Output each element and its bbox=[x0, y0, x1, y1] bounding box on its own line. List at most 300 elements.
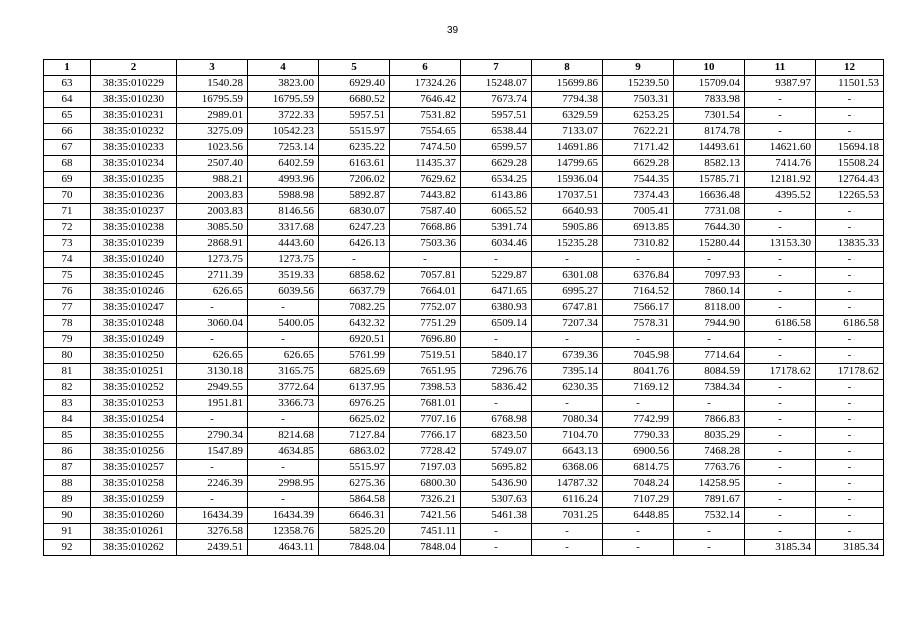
table-cell: - bbox=[816, 396, 884, 412]
table-cell: - bbox=[816, 524, 884, 540]
table-cell: 6509.14 bbox=[461, 316, 532, 332]
table-cell: 82 bbox=[44, 380, 91, 396]
table-cell: 7206.02 bbox=[319, 172, 390, 188]
table-cell: - bbox=[603, 524, 674, 540]
table-cell: 6814.75 bbox=[603, 460, 674, 476]
table-cell: 6920.51 bbox=[319, 332, 390, 348]
column-header: 3 bbox=[177, 60, 248, 76]
table-cell: - bbox=[816, 476, 884, 492]
table-cell: 66 bbox=[44, 124, 91, 140]
table-row bbox=[44, 156, 884, 172]
table-cell: 14787.32 bbox=[532, 476, 603, 492]
table-cell: 7197.03 bbox=[390, 460, 461, 476]
table-cell: - bbox=[816, 460, 884, 476]
table-cell: - bbox=[816, 124, 884, 140]
table-cell: 6995.27 bbox=[532, 284, 603, 300]
table-cell: 75 bbox=[44, 268, 91, 284]
table-cell: 7651.95 bbox=[390, 364, 461, 380]
table-cell: - bbox=[674, 252, 745, 268]
table-cell: 38:35:010248 bbox=[91, 316, 177, 332]
table-cell: 69 bbox=[44, 172, 91, 188]
column-header: 7 bbox=[461, 60, 532, 76]
table-cell: - bbox=[177, 460, 248, 476]
table-cell: 38:35:010251 bbox=[91, 364, 177, 380]
table-cell: 38:35:010238 bbox=[91, 220, 177, 236]
data-table bbox=[43, 59, 884, 556]
table-cell: 83 bbox=[44, 396, 91, 412]
table-cell: - bbox=[177, 300, 248, 316]
table-cell: - bbox=[745, 380, 816, 396]
table-cell: 3823.00 bbox=[248, 76, 319, 92]
table-row bbox=[44, 316, 884, 332]
table-cell: - bbox=[248, 492, 319, 508]
table-cell: 3366.73 bbox=[248, 396, 319, 412]
table-cell: 5515.97 bbox=[319, 124, 390, 140]
table-row bbox=[44, 284, 884, 300]
table-cell: 38:35:010240 bbox=[91, 252, 177, 268]
table-cell: 2003.83 bbox=[177, 204, 248, 220]
table-cell: 6825.69 bbox=[319, 364, 390, 380]
table-row bbox=[44, 460, 884, 476]
table-cell: - bbox=[603, 396, 674, 412]
table-cell: 7207.34 bbox=[532, 316, 603, 332]
table-cell: 17178.62 bbox=[816, 364, 884, 380]
table-cell: 15785.71 bbox=[674, 172, 745, 188]
table-cell: 7681.01 bbox=[390, 396, 461, 412]
table-cell: 6034.46 bbox=[461, 236, 532, 252]
table-cell: 8041.76 bbox=[603, 364, 674, 380]
table-cell: 14621.60 bbox=[745, 140, 816, 156]
table-cell: 7833.98 bbox=[674, 92, 745, 108]
table-cell: 988.21 bbox=[177, 172, 248, 188]
table-cell: - bbox=[816, 204, 884, 220]
table-cell: 7080.34 bbox=[532, 412, 603, 428]
table-cell: 6471.65 bbox=[461, 284, 532, 300]
table-cell: - bbox=[816, 92, 884, 108]
table-cell: - bbox=[745, 476, 816, 492]
table-cell: 38:35:010237 bbox=[91, 204, 177, 220]
table-cell: 5229.87 bbox=[461, 268, 532, 284]
table-cell: 3185.34 bbox=[816, 540, 884, 556]
table-cell: 7296.76 bbox=[461, 364, 532, 380]
table-cell: 38:35:010253 bbox=[91, 396, 177, 412]
table-cell: 5957.51 bbox=[319, 108, 390, 124]
table-cell: 11435.37 bbox=[390, 156, 461, 172]
table-cell: 3722.33 bbox=[248, 108, 319, 124]
table-cell: - bbox=[532, 252, 603, 268]
table-cell: 80 bbox=[44, 348, 91, 364]
table-cell: 38:35:010260 bbox=[91, 508, 177, 524]
table-row bbox=[44, 300, 884, 316]
table-cell: 5307.63 bbox=[461, 492, 532, 508]
table-cell: 1547.89 bbox=[177, 444, 248, 460]
table-cell: - bbox=[177, 492, 248, 508]
table-row bbox=[44, 444, 884, 460]
table-cell: 38:35:010230 bbox=[91, 92, 177, 108]
table-cell: 14691.86 bbox=[532, 140, 603, 156]
table-cell: 84 bbox=[44, 412, 91, 428]
table-cell: 38:35:010258 bbox=[91, 476, 177, 492]
table-cell: 38:35:010262 bbox=[91, 540, 177, 556]
table-cell: 5695.82 bbox=[461, 460, 532, 476]
table-cell: - bbox=[745, 524, 816, 540]
table-cell: 5515.97 bbox=[319, 460, 390, 476]
table-cell: 7310.82 bbox=[603, 236, 674, 252]
table-cell: 6253.25 bbox=[603, 108, 674, 124]
table-cell: 38:35:010245 bbox=[91, 268, 177, 284]
table-cell: 38:35:010231 bbox=[91, 108, 177, 124]
table-cell: 7707.16 bbox=[390, 412, 461, 428]
table-cell: 10542.23 bbox=[248, 124, 319, 140]
table-cell: 3165.75 bbox=[248, 364, 319, 380]
table-row bbox=[44, 124, 884, 140]
table-row bbox=[44, 236, 884, 252]
table-cell: 7751.29 bbox=[390, 316, 461, 332]
table-cell: 7104.70 bbox=[532, 428, 603, 444]
table-cell: 12764.43 bbox=[816, 172, 884, 188]
table-row bbox=[44, 412, 884, 428]
table-cell: - bbox=[816, 220, 884, 236]
table-cell: 15694.18 bbox=[816, 140, 884, 156]
table-cell: 5840.17 bbox=[461, 348, 532, 364]
table-cell: - bbox=[745, 204, 816, 220]
table-cell: 5825.20 bbox=[319, 524, 390, 540]
table-cell: 6230.35 bbox=[532, 380, 603, 396]
table-cell: 7664.01 bbox=[390, 284, 461, 300]
table-cell: 7728.42 bbox=[390, 444, 461, 460]
table-cell: 7421.56 bbox=[390, 508, 461, 524]
table-cell: 6640.93 bbox=[532, 204, 603, 220]
table-cell: - bbox=[745, 412, 816, 428]
column-header: 2 bbox=[91, 60, 177, 76]
table-cell: 17324.26 bbox=[390, 76, 461, 92]
table-cell: 7742.99 bbox=[603, 412, 674, 428]
table-cell: - bbox=[816, 492, 884, 508]
table-cell: 7790.33 bbox=[603, 428, 674, 444]
table-cell: 7253.14 bbox=[248, 140, 319, 156]
table-cell: 6137.95 bbox=[319, 380, 390, 396]
table-cell: 7057.81 bbox=[390, 268, 461, 284]
table-cell: 15280.44 bbox=[674, 236, 745, 252]
table-row bbox=[44, 380, 884, 396]
table-cell: - bbox=[603, 540, 674, 556]
table-cell: 6863.02 bbox=[319, 444, 390, 460]
table-cell: 15936.04 bbox=[532, 172, 603, 188]
table-cell: - bbox=[745, 108, 816, 124]
table-row bbox=[44, 332, 884, 348]
table-cell: 38:35:010235 bbox=[91, 172, 177, 188]
table-row bbox=[44, 220, 884, 236]
table-cell: 5988.98 bbox=[248, 188, 319, 204]
table-cell: 2246.39 bbox=[177, 476, 248, 492]
table-row bbox=[44, 140, 884, 156]
table-cell: 6800.30 bbox=[390, 476, 461, 492]
table-cell: 7164.52 bbox=[603, 284, 674, 300]
table-cell: - bbox=[816, 332, 884, 348]
page-number: 39 bbox=[446, 25, 459, 36]
table-cell: 7752.07 bbox=[390, 300, 461, 316]
table-cell: 6116.24 bbox=[532, 492, 603, 508]
table-cell: 11501.53 bbox=[816, 76, 884, 92]
table-cell: 63 bbox=[44, 76, 91, 92]
table-cell: 7673.74 bbox=[461, 92, 532, 108]
table-cell: 64 bbox=[44, 92, 91, 108]
column-header: 12 bbox=[816, 60, 884, 76]
table-cell: 38:35:010254 bbox=[91, 412, 177, 428]
table-cell: 67 bbox=[44, 140, 91, 156]
table-cell: 4395.52 bbox=[745, 188, 816, 204]
table-cell: - bbox=[674, 332, 745, 348]
table-cell: 70 bbox=[44, 188, 91, 204]
table-cell: 2790.34 bbox=[177, 428, 248, 444]
table-cell: 7384.34 bbox=[674, 380, 745, 396]
table-cell: 15248.07 bbox=[461, 76, 532, 92]
table-cell: - bbox=[674, 540, 745, 556]
table-cell: 13835.33 bbox=[816, 236, 884, 252]
table-cell: 7097.93 bbox=[674, 268, 745, 284]
table-cell: 7848.04 bbox=[319, 540, 390, 556]
table-cell: 4643.11 bbox=[248, 540, 319, 556]
table-cell: 73 bbox=[44, 236, 91, 252]
table-cell: 6643.13 bbox=[532, 444, 603, 460]
table-cell: 626.65 bbox=[248, 348, 319, 364]
table-cell: 38:35:010246 bbox=[91, 284, 177, 300]
table-cell: 6625.02 bbox=[319, 412, 390, 428]
table-cell: 65 bbox=[44, 108, 91, 124]
table-cell: 6739.36 bbox=[532, 348, 603, 364]
table-row bbox=[44, 492, 884, 508]
table-cell: 38:35:010255 bbox=[91, 428, 177, 444]
table-cell: 7554.65 bbox=[390, 124, 461, 140]
table-cell: - bbox=[816, 444, 884, 460]
table-cell: - bbox=[248, 460, 319, 476]
table-cell: 15239.50 bbox=[603, 76, 674, 92]
table-cell: 5836.42 bbox=[461, 380, 532, 396]
table-cell: 79 bbox=[44, 332, 91, 348]
table-cell: - bbox=[532, 396, 603, 412]
table-row bbox=[44, 364, 884, 380]
table-cell: 15699.86 bbox=[532, 76, 603, 92]
table-cell: 8214.68 bbox=[248, 428, 319, 444]
table-cell: 6039.56 bbox=[248, 284, 319, 300]
table-cell: - bbox=[177, 332, 248, 348]
table-cell: 4634.85 bbox=[248, 444, 319, 460]
table-cell: - bbox=[745, 268, 816, 284]
table-cell: 7468.28 bbox=[674, 444, 745, 460]
table-cell: 38:35:010252 bbox=[91, 380, 177, 396]
table-cell: 7714.64 bbox=[674, 348, 745, 364]
table-cell: 1273.75 bbox=[177, 252, 248, 268]
table-cell: 1023.56 bbox=[177, 140, 248, 156]
table-cell: 6747.81 bbox=[532, 300, 603, 316]
table-row bbox=[44, 540, 884, 556]
table-cell: 5892.87 bbox=[319, 188, 390, 204]
table-cell: 6646.31 bbox=[319, 508, 390, 524]
table-cell: 6976.25 bbox=[319, 396, 390, 412]
table-cell: 3275.09 bbox=[177, 124, 248, 140]
table-cell: 7451.11 bbox=[390, 524, 461, 540]
table-cell: 8582.13 bbox=[674, 156, 745, 172]
table-cell: - bbox=[745, 92, 816, 108]
table-cell: 7374.43 bbox=[603, 188, 674, 204]
table-cell: 6368.06 bbox=[532, 460, 603, 476]
table-cell: 12265.53 bbox=[816, 188, 884, 204]
table-cell: 7532.14 bbox=[674, 508, 745, 524]
table-cell: - bbox=[461, 524, 532, 540]
table-cell: 6929.40 bbox=[319, 76, 390, 92]
table-cell: 38:35:010250 bbox=[91, 348, 177, 364]
table-cell: 8035.29 bbox=[674, 428, 745, 444]
table-cell: - bbox=[461, 332, 532, 348]
table-cell: 6301.08 bbox=[532, 268, 603, 284]
table-cell: 7414.76 bbox=[745, 156, 816, 172]
table-cell: 81 bbox=[44, 364, 91, 380]
table-cell: 38:35:010232 bbox=[91, 124, 177, 140]
table-cell: 2711.39 bbox=[177, 268, 248, 284]
table-cell: - bbox=[745, 460, 816, 476]
table-cell: 12181.92 bbox=[745, 172, 816, 188]
table-row bbox=[44, 348, 884, 364]
table-cell: - bbox=[816, 348, 884, 364]
table-cell: - bbox=[816, 508, 884, 524]
table-cell: 8084.59 bbox=[674, 364, 745, 380]
table-cell: 38:35:010236 bbox=[91, 188, 177, 204]
table-cell: 15709.04 bbox=[674, 76, 745, 92]
table-cell: 7766.17 bbox=[390, 428, 461, 444]
table-cell: 92 bbox=[44, 540, 91, 556]
table-cell: - bbox=[461, 252, 532, 268]
table-cell: - bbox=[603, 332, 674, 348]
table-cell: 7629.62 bbox=[390, 172, 461, 188]
table-cell: 91 bbox=[44, 524, 91, 540]
table-cell: 6913.85 bbox=[603, 220, 674, 236]
table-row bbox=[44, 76, 884, 92]
column-header: 9 bbox=[603, 60, 674, 76]
table-cell: 7531.82 bbox=[390, 108, 461, 124]
column-header: 1 bbox=[44, 60, 91, 76]
table-cell: 38:35:010259 bbox=[91, 492, 177, 508]
table-cell: 2998.95 bbox=[248, 476, 319, 492]
table-cell: 7848.04 bbox=[390, 540, 461, 556]
table-cell: 38:35:010229 bbox=[91, 76, 177, 92]
table-cell: 6830.07 bbox=[319, 204, 390, 220]
table-cell: 5749.07 bbox=[461, 444, 532, 460]
table-row bbox=[44, 252, 884, 268]
table-cell: 626.65 bbox=[177, 284, 248, 300]
table-cell: 6629.28 bbox=[603, 156, 674, 172]
table-cell: 6768.98 bbox=[461, 412, 532, 428]
table-cell: 87 bbox=[44, 460, 91, 476]
table-cell: 6538.44 bbox=[461, 124, 532, 140]
table-row bbox=[44, 92, 884, 108]
table-cell: 7566.17 bbox=[603, 300, 674, 316]
table-cell: 38:35:010261 bbox=[91, 524, 177, 540]
table-cell: 7622.21 bbox=[603, 124, 674, 140]
table-cell: 8174.78 bbox=[674, 124, 745, 140]
table-cell: 3060.04 bbox=[177, 316, 248, 332]
table-cell: 16636.48 bbox=[674, 188, 745, 204]
table-cell: 38:35:010234 bbox=[91, 156, 177, 172]
table-cell: - bbox=[745, 284, 816, 300]
table-cell: 16795.59 bbox=[177, 92, 248, 108]
table-cell: 5905.86 bbox=[532, 220, 603, 236]
table-cell: 77 bbox=[44, 300, 91, 316]
column-header: 8 bbox=[532, 60, 603, 76]
table-cell: 6432.32 bbox=[319, 316, 390, 332]
table-cell: 6858.62 bbox=[319, 268, 390, 284]
table-cell: 17178.62 bbox=[745, 364, 816, 380]
table-cell: 15508.24 bbox=[816, 156, 884, 172]
table-cell: 5864.58 bbox=[319, 492, 390, 508]
table-cell: 6534.25 bbox=[461, 172, 532, 188]
table-cell: 72 bbox=[44, 220, 91, 236]
table-cell: 7048.24 bbox=[603, 476, 674, 492]
table-cell: 86 bbox=[44, 444, 91, 460]
table-cell: 3772.64 bbox=[248, 380, 319, 396]
table-cell: - bbox=[745, 444, 816, 460]
table-cell: 1540.28 bbox=[177, 76, 248, 92]
table-cell: 7578.31 bbox=[603, 316, 674, 332]
table-cell: - bbox=[177, 412, 248, 428]
table-cell: 74 bbox=[44, 252, 91, 268]
table-cell: - bbox=[745, 300, 816, 316]
table-cell: 6247.23 bbox=[319, 220, 390, 236]
table-cell: - bbox=[248, 412, 319, 428]
table-cell: - bbox=[745, 396, 816, 412]
column-header: 10 bbox=[674, 60, 745, 76]
table-cell: 2439.51 bbox=[177, 540, 248, 556]
table-cell: 7891.67 bbox=[674, 492, 745, 508]
table-cell: - bbox=[532, 332, 603, 348]
table-row bbox=[44, 396, 884, 412]
table-cell: 6900.56 bbox=[603, 444, 674, 460]
table-cell: 8146.56 bbox=[248, 204, 319, 220]
table-cell: - bbox=[816, 284, 884, 300]
table-cell: 7395.14 bbox=[532, 364, 603, 380]
table-row bbox=[44, 204, 884, 220]
table-cell: 7171.42 bbox=[603, 140, 674, 156]
table-cell: 16795.59 bbox=[248, 92, 319, 108]
table-cell: 14493.61 bbox=[674, 140, 745, 156]
table-cell: 16434.39 bbox=[177, 508, 248, 524]
table-cell: 7794.38 bbox=[532, 92, 603, 108]
table-cell: 7005.41 bbox=[603, 204, 674, 220]
column-header: 11 bbox=[745, 60, 816, 76]
table-cell: 7944.90 bbox=[674, 316, 745, 332]
table-cell: 3276.58 bbox=[177, 524, 248, 540]
table-cell: 6426.13 bbox=[319, 236, 390, 252]
table-cell: 90 bbox=[44, 508, 91, 524]
table-cell: - bbox=[816, 428, 884, 444]
table-cell: 38:35:010257 bbox=[91, 460, 177, 476]
table-cell: 4993.96 bbox=[248, 172, 319, 188]
table-cell: 7731.08 bbox=[674, 204, 745, 220]
table-cell: 6637.79 bbox=[319, 284, 390, 300]
column-header: 4 bbox=[248, 60, 319, 76]
table-cell: 7301.54 bbox=[674, 108, 745, 124]
table-cell: - bbox=[603, 252, 674, 268]
table-cell: - bbox=[745, 428, 816, 444]
table-cell: 2949.55 bbox=[177, 380, 248, 396]
table-cell: 626.65 bbox=[177, 348, 248, 364]
table-cell: 71 bbox=[44, 204, 91, 220]
table-cell: 7587.40 bbox=[390, 204, 461, 220]
table-cell: 6065.52 bbox=[461, 204, 532, 220]
table-cell: 78 bbox=[44, 316, 91, 332]
table-cell: 7474.50 bbox=[390, 140, 461, 156]
table-cell: 15235.28 bbox=[532, 236, 603, 252]
table-cell: 7045.98 bbox=[603, 348, 674, 364]
